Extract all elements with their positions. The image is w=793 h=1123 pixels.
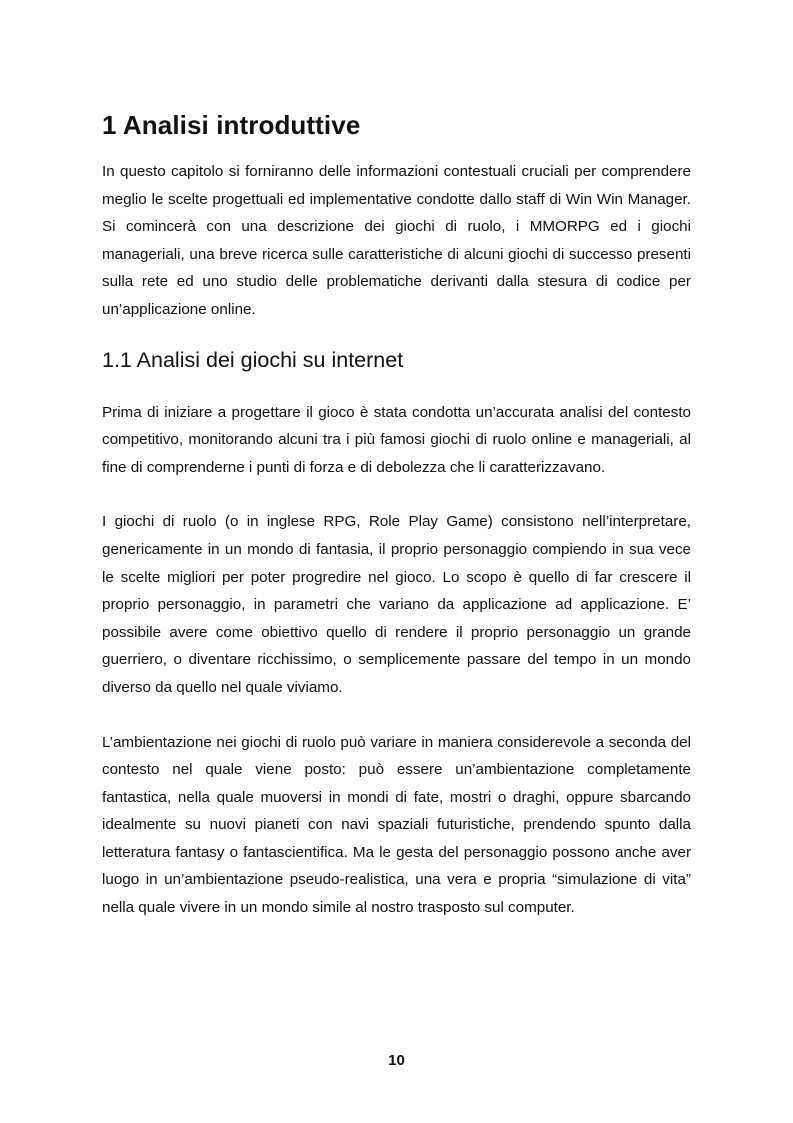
section-title: 1.1 Analisi dei giochi su internet: [102, 347, 404, 372]
chapter-title: 1 Analisi introduttive: [102, 110, 361, 140]
section-paragraph-2: I giochi di ruolo (o in inglese RPG, Role Play Game) consistono nell’interpretare, genericamente in un mondo di fantasia, il proprio personaggio compiendo in sua vece le scelte migliori per poter progredire nel gioco. Lo scopo è quello di far crescere il proprio personaggio, in parametri che variano da applicazione ad applicazione. E’ possibile avere come obiettivo quello di rendere il proprio personaggio un grande guerriero, o diventare ricchissimo, o semplicemente passare del tempo in un mondo diverso da quello nel quale viviamo.: [102, 513, 691, 696]
section-paragraph-1: Prima di iniziare a progettare il gioco è stata condotta un’accurata analisi del contesto competitivo, monitorando alcuni tra i più famosi giochi di ruolo online e manageriali, al fine di comprenderne i punti di forza e di debolezza che li caratterizzavano.: [102, 403, 691, 476]
page-number: 10: [388, 1052, 405, 1069]
chapter-intro-paragraph: In questo capitolo si forniranno delle informazioni contestuali cruciali per comprendere meglio le scelte progettuali ed implementative condotte dallo staff di Win Win Manager. Si comincerà con una descrizione dei giochi di ruolo, i MMORPG ed i giochi manageriali, una breve ricerca sulle caratteristiche di alcuni giochi di successo presenti sulla rete ed uno studio delle problematiche derivanti dalla stesura di codice per un’applicazione online.: [102, 163, 691, 318]
section-paragraph-3: L’ambientazione nei giochi di ruolo può variare in maniera considerevole a seconda del contesto nel quale viene posto: può essere un’ambientazione completamente fantastica, nella quale muoversi in mondi di fate, mostri o draghi, oppure sbarcando idealmente su nuovi pianeti con navi spaziali futuristiche, prendendo spunto dalla letteratura fantasy o fantascientifica. Ma le gesta del personaggio possono anche aver luogo in un’ambientazione pseudo-realistica, una vera e propria “simulazione di vita” nella quale vivere in un mondo simile al nostro trasposto sul computer.: [102, 733, 691, 917]
document-page: [102, 108, 691, 922]
